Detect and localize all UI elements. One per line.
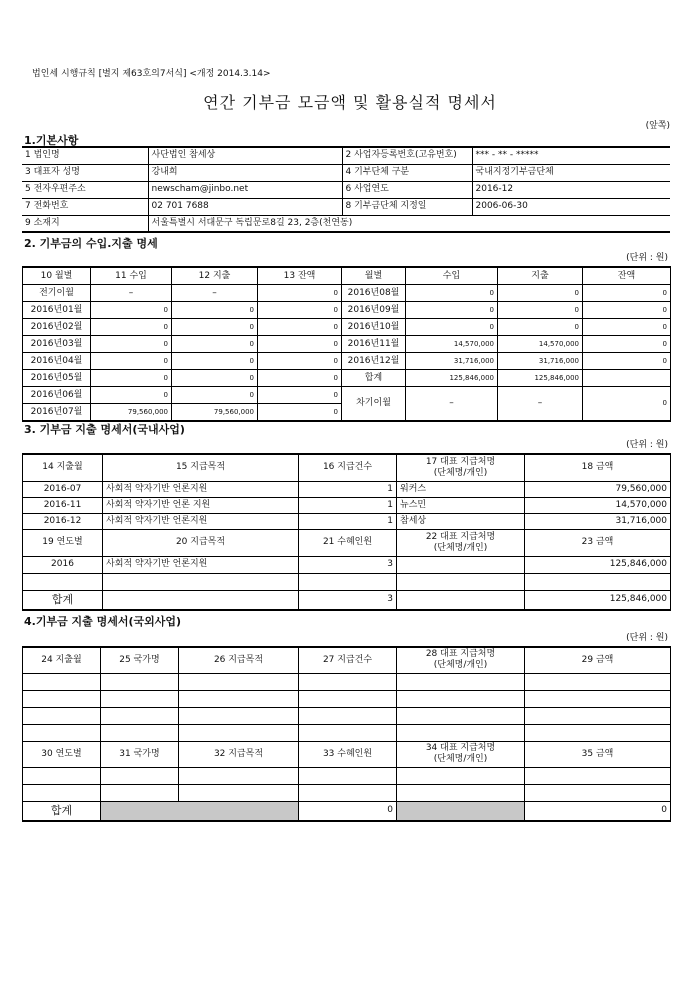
table-row (23, 707, 671, 724)
label-representative: 3 대표자 성명 (22, 164, 148, 181)
total-row (23, 590, 671, 610)
table-row (23, 724, 671, 741)
page-side-label: (앞쪽) (645, 121, 670, 131)
total-label: 합계 (23, 801, 101, 821)
value-address: 서울특별시 서대문구 독립문로8길 23, 2층(천연동) (148, 215, 670, 232)
header-amount-2: 23 금액 (525, 529, 671, 556)
header-count: 16 지급건수 (299, 454, 397, 481)
section4-unit: (단위 : 원) (626, 633, 668, 643)
shaded-cell (397, 801, 525, 821)
count: 1 (299, 481, 397, 497)
amount: 125,846,000 (525, 556, 671, 573)
amount: 14,570,000 (525, 497, 671, 513)
header-country-2: 31 국가명 (101, 741, 179, 767)
purpose: 사회적 약자기반 언론지원 (103, 556, 299, 573)
income-cell: – (91, 285, 172, 302)
expense-cell: 0 (498, 302, 583, 319)
header-recipient-2: 22 대표 지급처명 (단체명/개인) (397, 529, 525, 556)
header-amount-2: 35 금액 (525, 741, 671, 767)
section4-title: 4.기부금 지출 명세서(국외사업) (24, 615, 182, 628)
month-cell: 2016년03월 (23, 336, 91, 353)
header-recipient: 17 대표 지급처명 (단체명/개인) (397, 454, 525, 481)
table-row (23, 336, 671, 353)
count: 1 (299, 513, 397, 529)
balance-cell: 0 (583, 302, 671, 319)
carry-forward-income: – (406, 387, 498, 422)
label-corp-name: 1 법인명 (22, 147, 148, 164)
year: 2016 (23, 556, 103, 573)
label-business-number: 2 사업자등록번호(고유번호) (342, 147, 472, 164)
table-row (23, 767, 671, 784)
table-row (23, 302, 671, 319)
income-cell: 0 (91, 319, 172, 336)
table-row (23, 556, 671, 573)
total-expense: 125,846,000 (498, 370, 583, 387)
balance-cell: 0 (258, 404, 342, 422)
value-designation-date: 2006-06-30 (472, 198, 670, 215)
month-cell: 2016년11월 (342, 336, 406, 353)
recipient: 뉴스민 (397, 497, 525, 513)
expense-cell: 31,716,000 (498, 353, 583, 370)
income-cell: 0 (406, 285, 498, 302)
income-cell: 14,570,000 (406, 336, 498, 353)
total-label: 합계 (23, 590, 103, 610)
shaded-cell (101, 801, 299, 821)
expense-cell: 0 (498, 319, 583, 336)
month-cell: 2016년12월 (342, 353, 406, 370)
expense-cell: 0 (172, 302, 258, 319)
expense-cell: 0 (172, 336, 258, 353)
table-row (23, 690, 671, 707)
expense-month: 2016-07 (23, 481, 103, 497)
table-row (23, 481, 671, 497)
header-expense: 12 지출 (172, 267, 258, 285)
total-row (23, 801, 671, 821)
header-amount: 18 금액 (525, 454, 671, 481)
expense-cell: 79,560,000 (172, 404, 258, 422)
month-cell: 2016년06월 (23, 387, 91, 404)
income-cell: 79,560,000 (91, 404, 172, 422)
label-email: 5 전자우편주소 (22, 181, 148, 198)
month-cell: 전기이월 (23, 285, 91, 302)
expense-cell: 0 (172, 353, 258, 370)
carry-forward-label: 차기이월 (342, 387, 406, 422)
table-row (23, 370, 671, 387)
count: 1 (299, 497, 397, 513)
label-phone: 7 전화번호 (22, 198, 148, 215)
month-cell: 2016년02월 (23, 319, 91, 336)
income-cell: 31,716,000 (406, 353, 498, 370)
expense-month: 2016-11 (23, 497, 103, 513)
month-cell: 2016년07월 (23, 404, 91, 422)
month-cell: 2016년08월 (342, 285, 406, 302)
balance-cell: 0 (258, 285, 342, 302)
total-label: 합계 (342, 370, 406, 387)
header-beneficiaries: 33 수혜인원 (299, 741, 397, 767)
balance-cell: 0 (258, 353, 342, 370)
value-business-number: *** - ** - ***** (472, 147, 670, 164)
income-cell: 0 (91, 370, 172, 387)
balance-cell: 0 (258, 370, 342, 387)
month-cell: 2016년01월 (23, 302, 91, 319)
header-income: 11 수입 (91, 267, 172, 285)
balance-cell: 0 (258, 302, 342, 319)
expense-cell: 0 (172, 387, 258, 404)
table-row (23, 285, 671, 302)
month-cell: 2016년10월 (342, 319, 406, 336)
income-cell: 0 (406, 319, 498, 336)
expense-cell: 14,570,000 (498, 336, 583, 353)
header-recipient-2: 34 대표 지급처명 (단체명/개인) (397, 741, 525, 767)
table-row (23, 497, 671, 513)
income-cell: 0 (91, 387, 172, 404)
carry-forward-expense: – (498, 387, 583, 422)
header-count: 27 지급건수 (299, 647, 397, 673)
value-corp-name: 사단법인 참세상 (148, 147, 342, 164)
header-balance: 13 잔액 (258, 267, 342, 285)
balance-cell: 0 (583, 336, 671, 353)
label-address: 9 소재지 (22, 215, 148, 232)
document-title: 연간 기부금 모금액 및 활용실적 명세서 (203, 93, 497, 112)
balance-cell: 0 (258, 387, 342, 404)
basic-info-table (22, 146, 670, 233)
income-cell: 0 (406, 302, 498, 319)
header-expense-right: 지출 (498, 267, 583, 285)
month-cell: 2016년09월 (342, 302, 406, 319)
overseas-expense-table (22, 646, 671, 822)
header-month-right: 월별 (342, 267, 406, 285)
balance-cell: 0 (258, 319, 342, 336)
recipient (397, 556, 525, 573)
label-designation-date: 8 기부금단체 지정일 (342, 198, 472, 215)
recipient: 워커스 (397, 481, 525, 497)
header-year: 19 연도별 (23, 529, 103, 556)
total-amount: 125,846,000 (525, 590, 671, 610)
balance-cell: 0 (583, 319, 671, 336)
section3-unit: (단위 : 원) (626, 440, 668, 450)
header-balance-right: 잔액 (583, 267, 671, 285)
value-donation-type: 국내지정기부금단체 (472, 164, 670, 181)
total-amount: 0 (525, 801, 671, 821)
carry-forward-balance: 0 (583, 387, 671, 422)
expense-cell: – (172, 285, 258, 302)
header-amount: 29 금액 (525, 647, 671, 673)
header-month: 10 월별 (23, 267, 91, 285)
header-beneficiaries: 21 수혜인원 (299, 529, 397, 556)
income-cell: 0 (91, 353, 172, 370)
header-expense-month: 14 지출월 (23, 454, 103, 481)
purpose: 사회적 약자기반 언론지원 (103, 481, 299, 497)
section1-title: 1.기본사항 (24, 134, 79, 147)
value-business-year: 2016-12 (472, 181, 670, 198)
header-income-right: 수입 (406, 267, 498, 285)
amount: 31,716,000 (525, 513, 671, 529)
table-row (23, 784, 671, 801)
label-donation-type: 4 기부단체 구분 (342, 164, 472, 181)
value-phone: 02 701 7688 (148, 198, 342, 215)
expense-cell: 0 (172, 319, 258, 336)
total-purpose (103, 590, 299, 610)
header-year: 30 연도별 (23, 741, 101, 767)
beneficiaries: 3 (299, 556, 397, 573)
header-expense-month: 24 지출월 (23, 647, 101, 673)
income-cell: 0 (91, 302, 172, 319)
purpose: 사회적 약자기반 언론 지원 (103, 497, 299, 513)
table-row (23, 673, 671, 690)
total-income: 125,846,000 (406, 370, 498, 387)
table-row (23, 319, 671, 336)
expense-cell: 0 (498, 285, 583, 302)
total-beneficiaries: 3 (299, 590, 397, 610)
label-business-year: 6 사업연도 (342, 181, 472, 198)
value-email: newscham@jinbo.net (148, 181, 342, 198)
table-row (23, 387, 671, 404)
balance-cell: 0 (583, 285, 671, 302)
regulation-header: 법인세 시행규칙 [별지 제63호의7서식] <개정 2014.3.14> (32, 69, 271, 79)
header-country: 25 국가명 (101, 647, 179, 673)
table-row (23, 573, 671, 590)
total-balance (583, 370, 671, 387)
section2-title: 2. 기부금의 수입.지출 명세 (24, 237, 158, 250)
recipient: 참세상 (397, 513, 525, 529)
expense-cell: 0 (172, 370, 258, 387)
month-cell: 2016년05월 (23, 370, 91, 387)
expense-month: 2016-12 (23, 513, 103, 529)
value-representative: 강내희 (148, 164, 342, 181)
income-expense-table (22, 266, 671, 422)
domestic-expense-table (22, 453, 671, 611)
total-recipient (397, 590, 525, 610)
table-row (23, 353, 671, 370)
month-cell: 2016년04월 (23, 353, 91, 370)
header-purpose: 26 지급목적 (179, 647, 299, 673)
header-purpose-2: 32 지급목적 (179, 741, 299, 767)
total-count: 0 (299, 801, 397, 821)
section3-title: 3. 기부금 지출 명세서(국내사업) (24, 423, 185, 436)
section2-unit: (단위 : 원) (626, 253, 668, 263)
balance-cell: 0 (258, 336, 342, 353)
amount: 79,560,000 (525, 481, 671, 497)
balance-cell: 0 (583, 353, 671, 370)
income-cell: 0 (91, 336, 172, 353)
header-purpose: 15 지급목적 (103, 454, 299, 481)
header-purpose-2: 20 지급목적 (103, 529, 299, 556)
header-recipient: 28 대표 지급처명 (단체명/개인) (397, 647, 525, 673)
purpose: 사회적 약자기반 언론지원 (103, 513, 299, 529)
table-row (23, 513, 671, 529)
